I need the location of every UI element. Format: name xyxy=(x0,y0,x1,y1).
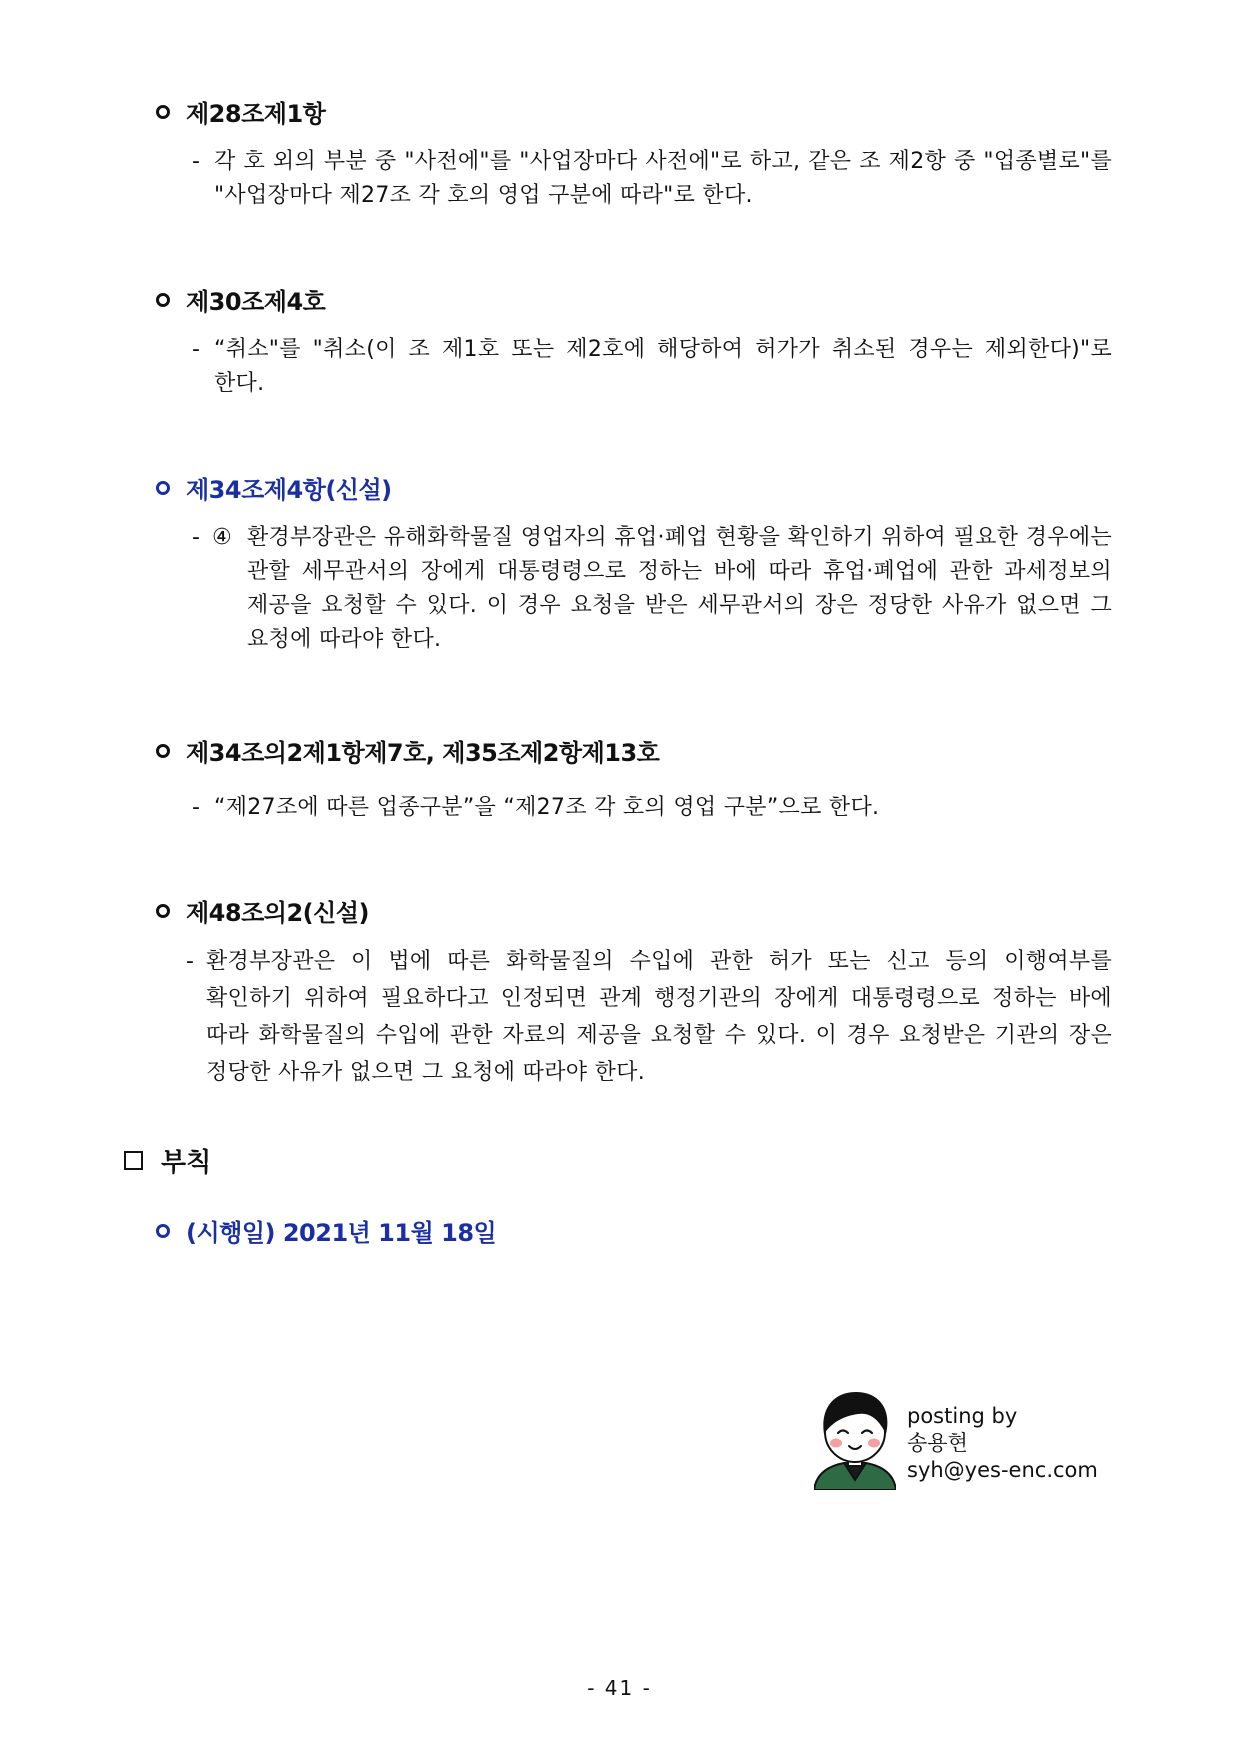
section-heading-text: 제34조제4항(신설) xyxy=(186,476,392,504)
dash-marker: - xyxy=(192,337,201,362)
circle-bullet-icon xyxy=(156,1224,170,1238)
section-heading-text: 제34조의2제1항제7호, 제35조제2항제13호 xyxy=(186,739,660,767)
paragraph-marker: ④ xyxy=(212,525,233,550)
page-number: - 41 - xyxy=(587,1676,652,1700)
section-text: 환경부장관은 이 법에 따른 화학물질의 수입에 관한 허가 또는 신고 등의 이행여부를 확인하기 위하여 필요하다고 인정되면 관계 행정기관의 장에게 대통령령으로 정하는 바에 따라 화학물질의 수입에 관한 자료의 제공을 요청할 수 있다. 이 경우 요청받은 기관의 장은 정당한 사유가 없으면 그 요청에 따라야 한다. xyxy=(206,949,1112,1085)
addendum-item-text: (시행일) 2021년 11월 18일 xyxy=(186,1219,497,1247)
section-heading-text: 제30조제4호 xyxy=(186,288,326,316)
section-body-1 xyxy=(192,145,1112,213)
section-body-4 xyxy=(192,791,1112,825)
section-text: 각 호 외의 부분 중 "사전에"를 "사업장마다 사전에"로 하고, 같은 조 제2항 중 "업종별로"를 "사업장마다 제27조 각 호의 영업 구분에 따라"로 한다. xyxy=(214,149,1112,208)
circle-bullet-icon xyxy=(156,105,170,119)
addendum-item xyxy=(156,1213,496,1248)
section-text: 환경부장관은 유해화학물질 영업자의 휴업·폐업 현황을 확인하기 위하여 필요한 경우에는 관할 세무관서의 장에게 대통령령으로 정하는 바에 따라 휴업·폐업에 관한 과세정보의 제공을 요청할 수 있다. 이 경우 요청을 받은 세무관서의 장은 정당한 사유가 없으면 그 요청에 따라야 한다. xyxy=(247,525,1112,652)
section-heading-5 xyxy=(156,893,369,928)
circle-bullet-icon xyxy=(156,293,170,307)
dash-marker: - xyxy=(192,149,201,174)
section-heading-3 xyxy=(156,470,392,505)
dash-marker: - xyxy=(192,525,201,550)
posting-label: posting by xyxy=(907,1404,1018,1428)
dash-marker: - xyxy=(186,949,195,974)
section-heading-2 xyxy=(156,282,325,317)
dash-marker: - xyxy=(192,795,201,820)
circle-bullet-icon xyxy=(156,904,170,918)
addendum-heading-text: 부칙 xyxy=(161,1148,212,1178)
posting-email[interactable]: syh@yes-enc.com xyxy=(907,1458,1098,1482)
section-heading-1 xyxy=(156,94,325,129)
addendum-heading xyxy=(124,1142,211,1179)
section-body-3 xyxy=(192,521,1112,657)
section-heading-4 xyxy=(156,733,659,768)
section-heading-text: 제48조의2(신설) xyxy=(186,899,369,927)
section-text: “취소"를 "취소(이 조 제1호 또는 제2호에 해당하여 허가가 취소된 경우는 제외한다)"로 한다. xyxy=(214,337,1112,396)
posting-credit xyxy=(907,1403,1098,1484)
section-text: “제27조에 따른 업종구분”을 “제27조 각 호의 영업 구분”으로 한다. xyxy=(214,795,880,820)
square-bullet-icon xyxy=(124,1151,143,1170)
circle-bullet-icon xyxy=(156,744,170,758)
section-body-2 xyxy=(192,333,1112,401)
section-heading-text: 제28조제1항 xyxy=(186,100,326,128)
section-body-5 xyxy=(186,943,1112,1091)
posting-name: 송용현 xyxy=(907,1431,968,1455)
avatar-icon xyxy=(814,1388,896,1490)
circle-bullet-icon xyxy=(156,481,170,495)
